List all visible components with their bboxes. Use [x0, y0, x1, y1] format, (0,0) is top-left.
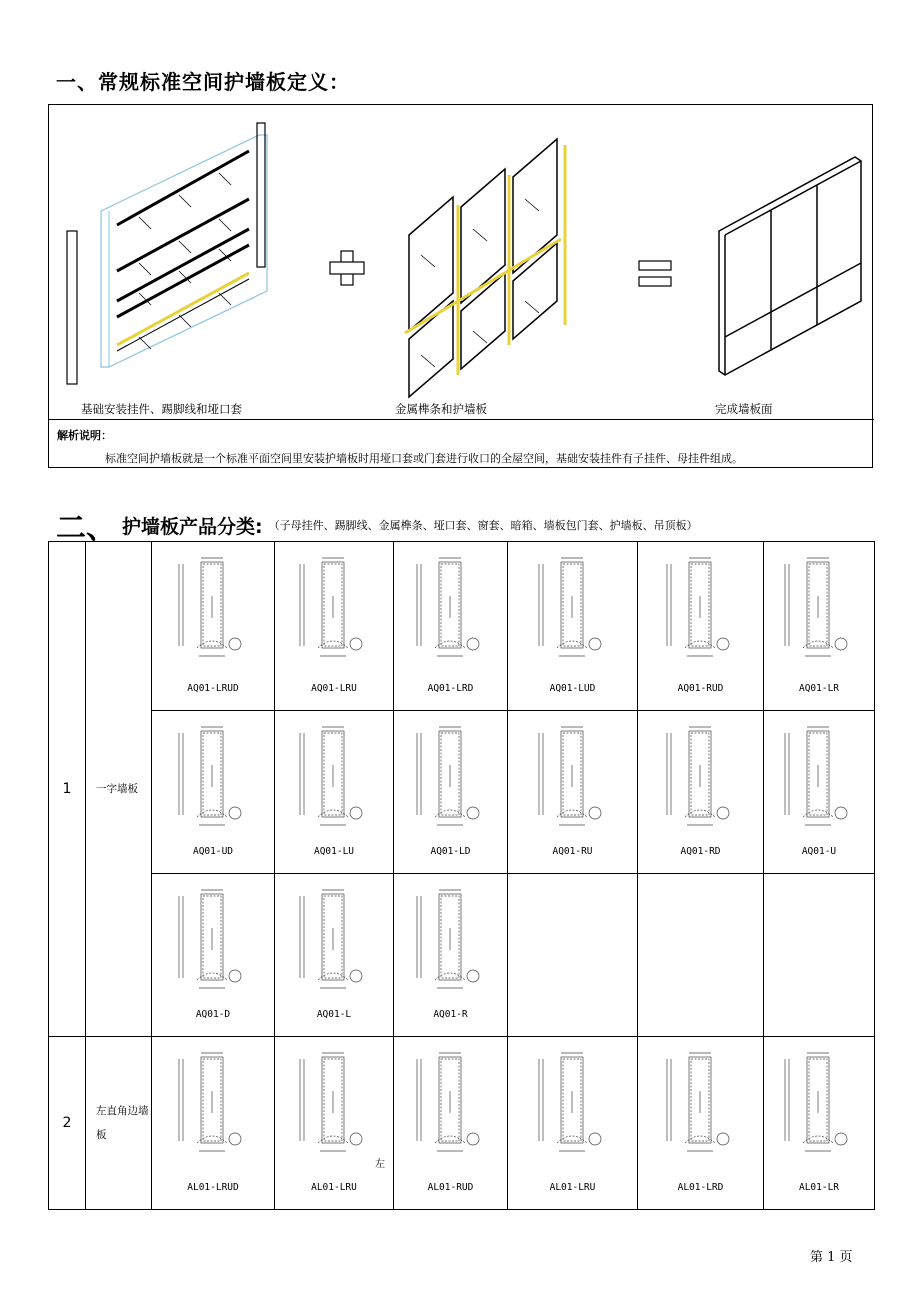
caption-base-installation: 基础安装挂件、踢脚线和垭口套 [81, 402, 242, 416]
page-number: 第 1 页 [810, 1250, 853, 1265]
section2-subtitle: （子母挂件、踢脚线、金属榫条、垭口套、窗套、暗箱、墙板包门套、护墙板、吊顶板） [268, 519, 698, 532]
panel-drawing [411, 556, 491, 666]
product-code: AL01-LRUD [187, 1182, 239, 1193]
panel-drawing [173, 1051, 253, 1161]
equals-symbol [639, 261, 671, 286]
panel-drawing [294, 888, 374, 998]
product-cell [394, 874, 508, 1037]
product-cell [394, 542, 508, 711]
product-cell [764, 1037, 875, 1210]
product-cell [394, 711, 508, 874]
product-cell [764, 874, 875, 1037]
product-code: AQ01-D [195, 1009, 231, 1020]
product-row [49, 874, 875, 1037]
panel-drawing [173, 888, 253, 998]
product-cell [508, 874, 638, 1037]
product-cell [152, 1037, 275, 1210]
panel-drawing [779, 1051, 859, 1161]
product-table [48, 541, 875, 1210]
product-code: AQ01-LRU [311, 683, 357, 694]
product-cell [638, 1037, 764, 1210]
panel-drawing [411, 725, 491, 835]
product-cell [638, 542, 764, 711]
product-code: AQ01-L [316, 1009, 352, 1020]
group-category: 左直角边墙板 [86, 1037, 152, 1210]
caption-finished-wall: 完成墙板面 [715, 402, 773, 416]
product-code: AL01-LRU [311, 1182, 357, 1193]
product-cell [152, 711, 275, 874]
group-number: 1 [49, 542, 86, 1037]
side-mark: 左 [375, 1159, 385, 1170]
panel-drawing [173, 556, 253, 666]
product-cell [638, 874, 764, 1037]
product-cell [275, 542, 394, 711]
finished-wall-drawing [719, 157, 861, 375]
product-code: AQ01-LUD [549, 683, 596, 694]
product-code: AQ01-RU [552, 846, 593, 857]
definition-box [48, 104, 873, 468]
panel-drawing [173, 725, 253, 835]
group-category: 一字墙板 [86, 542, 152, 1037]
product-cell [152, 542, 275, 711]
product-cell [764, 711, 875, 874]
product-code: AL01-LRU [549, 1182, 596, 1193]
panel-drawing [294, 1051, 374, 1161]
panel-drawing [661, 725, 741, 835]
plus-symbol [330, 251, 364, 285]
panel-drawing [411, 888, 491, 998]
group-number: 2 [49, 1037, 86, 1210]
product-cell [508, 542, 638, 711]
product-code: AQ01-R [433, 1009, 468, 1020]
product-code: AQ01-LU [313, 846, 355, 857]
analysis-text: 标准空间护墙板就是一个标准平面空间里安装护墙板时用垭口套或门套进行收口的全屋空间，基础安装挂件有子挂件、母挂件组成。 [105, 452, 743, 465]
product-row [49, 711, 875, 874]
illustration-panel [49, 105, 874, 420]
panel-drawing [533, 725, 613, 835]
panel-drawing [294, 556, 374, 666]
product-code: AQ01-LR [798, 683, 840, 694]
panel-drawing [294, 725, 374, 835]
metal-strips-panels-drawing [405, 139, 565, 397]
panel-drawing [661, 1051, 741, 1161]
panel-drawing [533, 1051, 613, 1161]
analysis-label: 解析说明： [57, 429, 112, 442]
product-cell [394, 1037, 508, 1210]
product-row [49, 542, 875, 711]
product-cell [508, 1037, 638, 1210]
panel-drawing [533, 556, 613, 666]
product-code: AQ01-LRUD [187, 683, 239, 694]
product-code: AQ01-U [801, 846, 837, 857]
panel-drawing [779, 725, 859, 835]
product-code: AQ01-RD [680, 846, 721, 857]
section2-title: 护墙板产品分类: [122, 515, 263, 538]
panel-drawing [779, 556, 859, 666]
section2-number: 二、 [56, 511, 116, 546]
product-code: AL01-LR [798, 1182, 840, 1193]
product-cell [275, 874, 394, 1037]
product-cell [508, 711, 638, 874]
installation-illustration [49, 105, 874, 419]
product-code: AQ01-LD [430, 846, 471, 857]
base-installation-drawing [67, 123, 267, 384]
product-code: AQ01-LRD [427, 683, 474, 694]
panel-drawing [411, 1051, 491, 1161]
product-code: AL01-RUD [427, 1182, 474, 1193]
section1-title: 一、常规标准空间护墙板定义： [56, 70, 350, 94]
product-row [49, 1037, 875, 1210]
product-code: AQ01-UD [192, 846, 234, 857]
product-cell [275, 1037, 394, 1210]
panel-drawing [661, 556, 741, 666]
product-cell [764, 542, 875, 711]
caption-metal-panels: 金属榫条和护墙板 [395, 402, 487, 416]
product-code: AQ01-RUD [677, 683, 724, 694]
product-cell [638, 711, 764, 874]
product-cell [275, 711, 394, 874]
product-cell [152, 874, 275, 1037]
product-code: AL01-LRD [677, 1182, 724, 1193]
